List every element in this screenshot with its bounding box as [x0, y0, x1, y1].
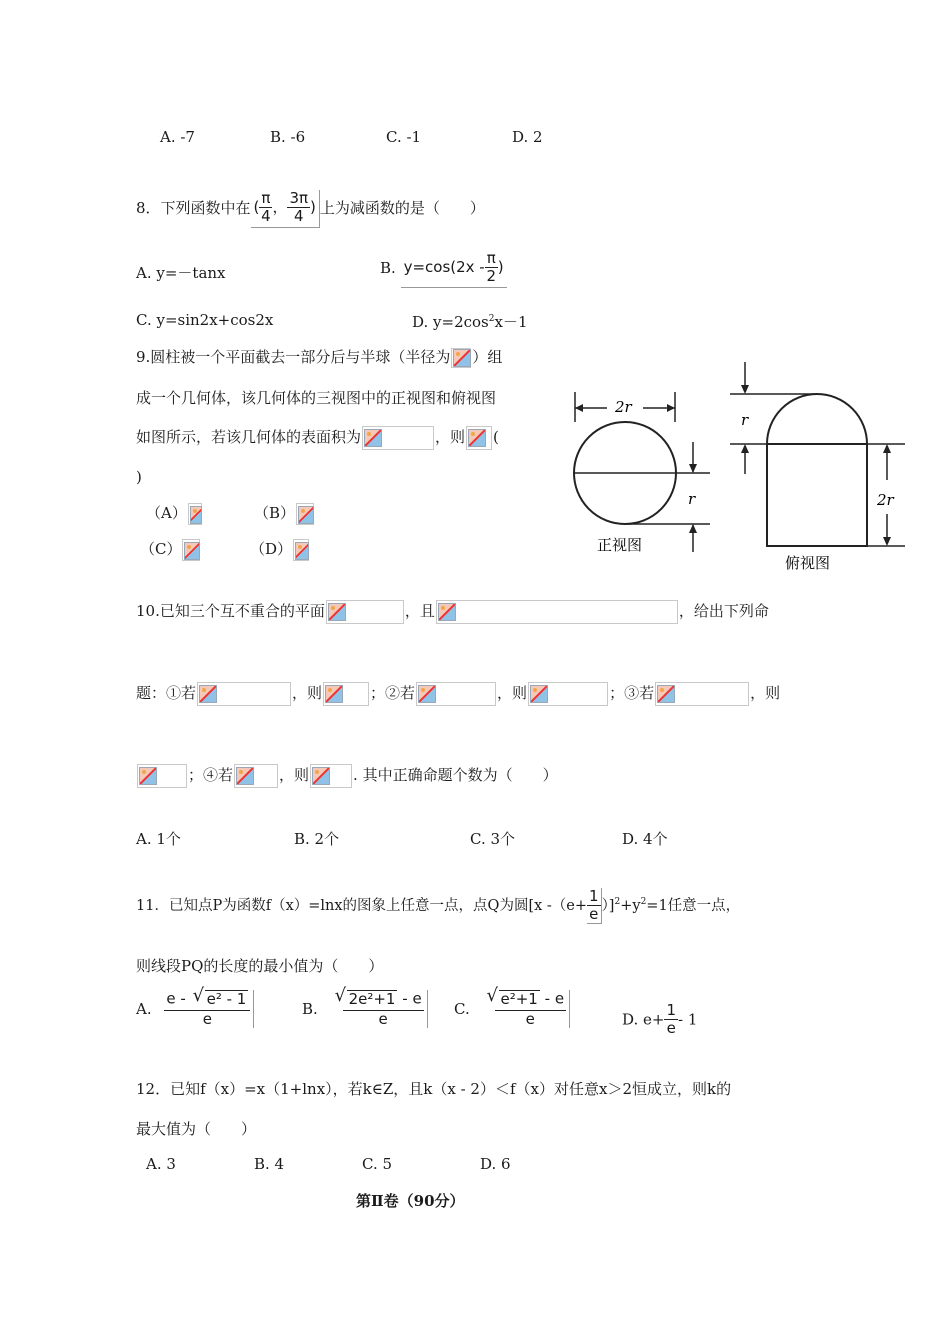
q9-line2: 成一个几何体，该几何体的三视图中的正视图和俯视图 [136, 389, 497, 407]
q8-option-d-pre: D. y=2cos [412, 313, 489, 331]
q11-option-a-radicand: √ e² - 1 [205, 990, 249, 1008]
q10-p3-condition-image-icon [655, 682, 749, 706]
q11-option-a-num-pre: e - [166, 989, 186, 1008]
q10-p3-result-image-icon [137, 764, 187, 788]
q11-option-c-den: e [525, 1010, 535, 1028]
q9-option-b [254, 502, 315, 525]
q8-stem-post: 上为减函数的是（ ） [319, 199, 485, 217]
q11-option-c-label: C. [454, 1000, 470, 1018]
q11-option-c-num-post: - e [544, 989, 565, 1008]
q9-line3-post: ( [493, 428, 499, 446]
q11-option-a-label: A. [136, 1000, 152, 1018]
q8-option-d [412, 311, 528, 332]
q11-frac-num: 1 [589, 887, 599, 905]
top-view-caption: 俯视图 [785, 554, 831, 572]
q8-interval-right-den: 4 [293, 207, 304, 225]
q7-option-c: C. -1 [386, 128, 422, 146]
q8-option-b-label: B. [380, 259, 396, 277]
q10-line1-pre: 10.已知三个互不重合的平面 [136, 602, 325, 620]
q8-option-b [380, 250, 507, 288]
q8-interval-right-num: 3π [289, 189, 309, 207]
q11-frac-den: e [589, 905, 599, 923]
q9-line1-post: ）组 [472, 348, 503, 366]
q11-line1-mid: ）] [601, 898, 615, 914]
q10-line2-b: ，则 [292, 684, 323, 702]
front-view-drawing [574, 392, 710, 552]
q10-p1-result-image-icon [323, 682, 369, 706]
q11-option-b-radicand: √ 2e²+1 [347, 990, 398, 1008]
q10-p4-condition-image-icon [234, 764, 278, 788]
q7-option-b: B. -6 [270, 128, 306, 146]
q11-sup1: 2 [614, 897, 621, 908]
q11-line1-pre: 11．已知点P为函数f（x）=lnx的图象上任意一点，点Q为圆[x -（e+ [136, 898, 588, 914]
q10-condition-image-icon [436, 600, 678, 624]
q9-area-image-icon [362, 426, 434, 450]
q8-option-b-frac-den: 2 [486, 267, 496, 285]
front-view-label-2r: 2r [615, 398, 632, 416]
q10-line2-e: ；③若 [609, 684, 655, 702]
q9-option-d-image-icon [293, 539, 309, 561]
q10-line2-f: ，则 [750, 684, 781, 702]
q10-line2-c: ；②若 [370, 684, 416, 702]
q9-radius-image-icon [451, 348, 471, 368]
q10-line3-b: ，则 [279, 766, 310, 784]
q9-line1-pre: 9.圆柱被一个平面截去一部分后与半球（半径为 [136, 348, 451, 366]
q10-line1 [136, 600, 769, 624]
q11-option-d-pre: D. e+ [622, 1010, 665, 1029]
q8-option-b-formula [401, 250, 507, 288]
q9-option-d-label: （D） [250, 540, 293, 558]
q10-option-c: C. 3个 [470, 830, 516, 848]
q9-option-b-image-icon [296, 503, 314, 525]
q11-line1 [136, 888, 740, 924]
q10-line1-mid: ，且 [404, 602, 435, 620]
q10-line2-a: 题：①若 [136, 684, 197, 702]
q11-option-b-num-post: - e [402, 989, 422, 1008]
q9-line1 [136, 346, 502, 368]
q11-option-a [136, 990, 254, 1028]
q9-option-c [140, 538, 201, 561]
section-title: 第Ⅱ卷（90分） [356, 1192, 465, 1210]
front-view-label-r: r [688, 490, 696, 508]
q10-p1-condition-image-icon [197, 682, 291, 706]
q10-line1-post: ，给出下列命 [678, 602, 769, 620]
q7-option-d: D. 2 [512, 128, 543, 146]
q10-line3 [136, 764, 558, 788]
q9-three-view-figure [555, 352, 910, 574]
q9-line3-mid: ，则 [435, 428, 466, 446]
q11-option-c-radicand: √ e²+1 [499, 990, 540, 1008]
q8-interval-left-num: π [261, 189, 271, 207]
q11-option-d-post: - 1 [678, 1010, 698, 1029]
q9-option-c-image-icon [182, 539, 200, 561]
q11-option-c [454, 990, 570, 1028]
q10-planes-image-icon [326, 600, 404, 624]
q10-line2-d: ，则 [497, 684, 528, 702]
q11-option-a-den: e [202, 1010, 212, 1028]
top-view-label-2r: 2r [877, 491, 894, 509]
q8-option-d-post: x－1 [494, 313, 528, 331]
q10-line2 [136, 682, 780, 706]
q8-option-a: A. y=－tanx [136, 264, 226, 282]
q12-option-c: C. 5 [362, 1155, 393, 1173]
q10-line3-a: ；④若 [188, 766, 234, 784]
q9-option-d [250, 538, 310, 561]
q10-line3-c: . 其中正确命题个数为（ ） [353, 766, 558, 784]
q11-line1-mid2: +y [620, 898, 641, 914]
q11-line1-post: =1任意一点， [646, 898, 741, 914]
q11-line2: 则线段PQ的长度的最小值为（ ） [136, 957, 384, 975]
q8-interval: ( $\frac{\pi}{4}$ ， $\frac{3\pi}{4}$ ) [251, 190, 320, 228]
q9-line3 [136, 426, 499, 450]
q8-option-b-pre: y=cos(2x - [403, 258, 485, 276]
q11-option-d-num: 1 [666, 1001, 677, 1019]
q10-option-d: D. 4个 [622, 830, 668, 848]
q12-line2: 最大值为（ ） [136, 1120, 257, 1138]
q11-option-d-den: e [666, 1019, 676, 1037]
q8-option-c: C. y=sin2x+cos2x [136, 311, 274, 329]
q8-option-b-post: ) [497, 258, 504, 276]
q10-p4-result-image-icon [310, 764, 352, 788]
top-view-drawing [730, 362, 905, 546]
q8-option-d-sup: 2 [488, 314, 495, 324]
q12-option-d: D. 6 [480, 1155, 511, 1173]
q10-option-a: A. 1个 [136, 830, 181, 848]
q9-r-image-icon [466, 426, 492, 450]
q9-line4: ) [136, 468, 142, 486]
q10-p2-condition-image-icon [416, 682, 496, 706]
q9-line3-pre: 如图所示，若该几何体的表面积为 [136, 428, 362, 446]
q7-option-a: A. -7 [160, 128, 195, 146]
q8-interval-left-den: 4 [261, 207, 271, 225]
q9-option-a [146, 502, 203, 525]
q8-stem [136, 190, 485, 228]
q12-option-a: A. 3 [146, 1155, 176, 1173]
q11-option-b-den: e [378, 1010, 388, 1028]
q11-sup2: 2 [640, 897, 647, 908]
front-view-caption: 正视图 [597, 536, 643, 554]
q9-option-c-label: （C） [140, 540, 182, 558]
q11-option-d [622, 1002, 697, 1037]
q9-option-b-label: （B） [254, 504, 296, 522]
q9-option-a-image-icon [188, 503, 202, 525]
top-view-label-r: r [741, 411, 749, 429]
q11-option-b-label: B. [302, 1000, 318, 1018]
q9-option-a-label: （A） [146, 504, 187, 522]
q10-p2-result-image-icon [528, 682, 608, 706]
q8-option-b-frac-num: π [486, 249, 496, 267]
q11-option-b [302, 990, 428, 1028]
q10-option-b: B. 2个 [294, 830, 340, 848]
q12-line1: 12．已知f（x）=x（1+lnx），若k∈Z，且k（x - 2）＜f（x）对任意x＞2恒成立，则k的 [136, 1080, 732, 1098]
q12-option-b: B. 4 [254, 1155, 285, 1173]
q8-stem-pre: 8．下列函数中在 [136, 199, 251, 217]
